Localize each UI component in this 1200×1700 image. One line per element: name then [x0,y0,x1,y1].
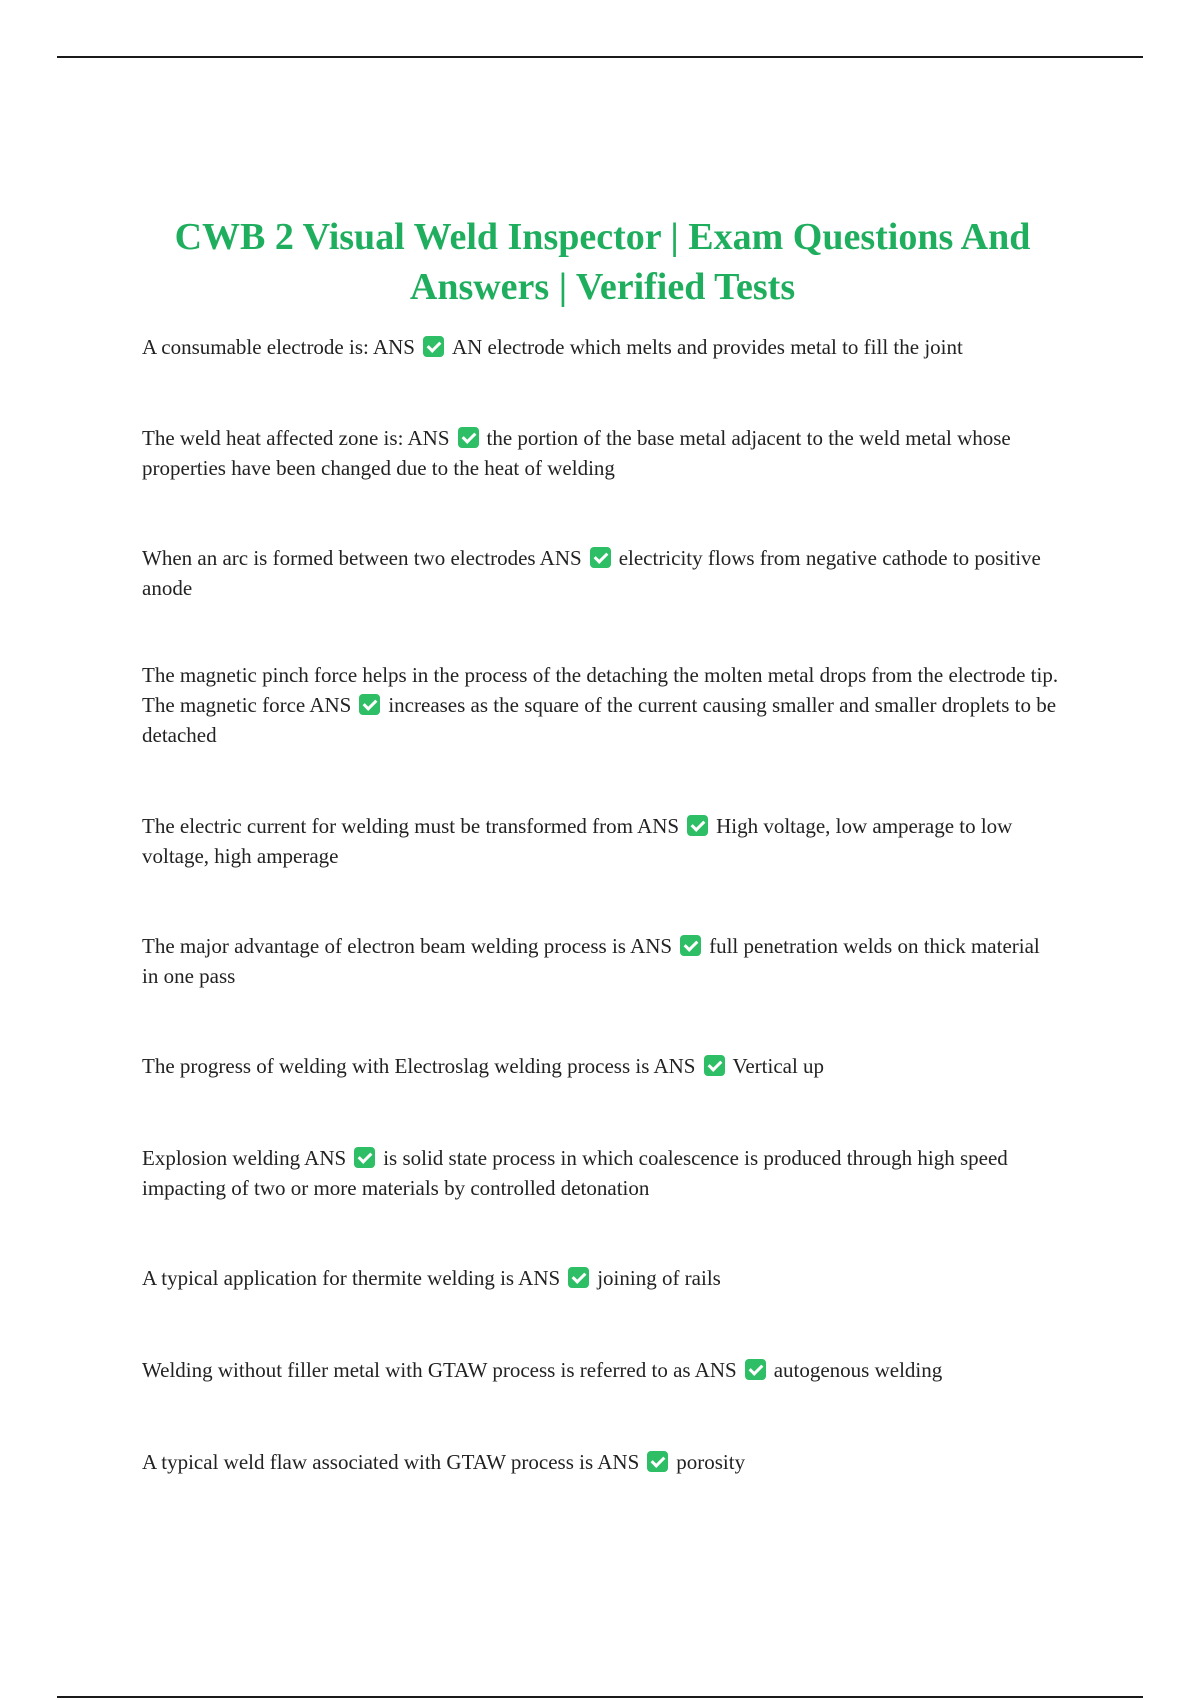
answer-text: High voltage, low amperage to low voltage, high amperage [142,814,1013,868]
qa-item [142,1355,1060,1385]
footer-rule [57,1696,1143,1698]
check-icon [745,1359,766,1380]
question-text: Explosion welding ANS [142,1146,347,1170]
check-icon [704,1055,725,1076]
question-text: The weld heat affected zone is: ANS [142,426,450,450]
check-icon [568,1267,589,1288]
question-text: The magnetic pinch force helps in the process of the detaching the molten metal drops from the electrode tip. The magnetic force ANS [142,663,1059,717]
qa-item [142,1447,1060,1477]
qa-item [142,332,1060,362]
question-text: A consumable electrode is: ANS [142,335,415,359]
answer-text: full penetration welds on thick material in one pass [142,934,1040,988]
question-text: When an arc is formed between two electrodes ANS [142,546,582,570]
question-text: The major advantage of electron beam welding process is ANS [142,934,673,958]
answer-text: autogenous welding [773,1358,943,1382]
answer-text: electricity flows from negative cathode to positive anode [142,546,1041,600]
check-icon [687,815,708,836]
question-text: A typical application for thermite welding is ANS [142,1266,561,1290]
question-text: A typical weld flaw associated with GTAW process is ANS [142,1450,640,1474]
answer-text: increases as the square of the current causing smaller and smaller droplets to be detached [142,693,1057,747]
qa-item [142,931,1060,991]
header-rule [57,56,1143,58]
question-text: The progress of welding with Electroslag welding process is ANS [142,1054,696,1078]
question-text: Welding without filler metal with GTAW process is referred to as ANS [142,1358,737,1382]
check-icon [680,935,701,956]
answer-text: the portion of the base metal adjacent to the weld metal whose properties have been changed due to the heat of welding [142,426,1011,480]
qa-item [142,1263,1060,1293]
question-text: The electric current for welding must be transformed from ANS [142,814,680,838]
answer-text: Vertical up [732,1054,825,1078]
qa-item [142,1143,1060,1203]
qa-item [142,1051,1060,1081]
answer-text: is solid state process in which coalescence is produced through high speed impacting of two or more materials by controlled detonation [142,1146,1008,1200]
check-icon [590,547,611,568]
check-icon [354,1147,375,1168]
document-title: CWB 2 Visual Weld Inspector | Exam Questions And Answers | Verified Tests [174,216,1031,308]
qa-item [142,423,1060,483]
answer-text: joining of rails [597,1266,721,1290]
check-icon [359,694,380,715]
check-icon [458,427,479,448]
answer-text: porosity [676,1450,746,1474]
qa-item [142,811,1060,871]
qa-item [142,543,1060,603]
check-icon [423,336,444,357]
answer-text: AN electrode which melts and provides metal to fill the joint [451,335,963,359]
check-icon [647,1451,668,1472]
qa-item [142,660,1060,750]
